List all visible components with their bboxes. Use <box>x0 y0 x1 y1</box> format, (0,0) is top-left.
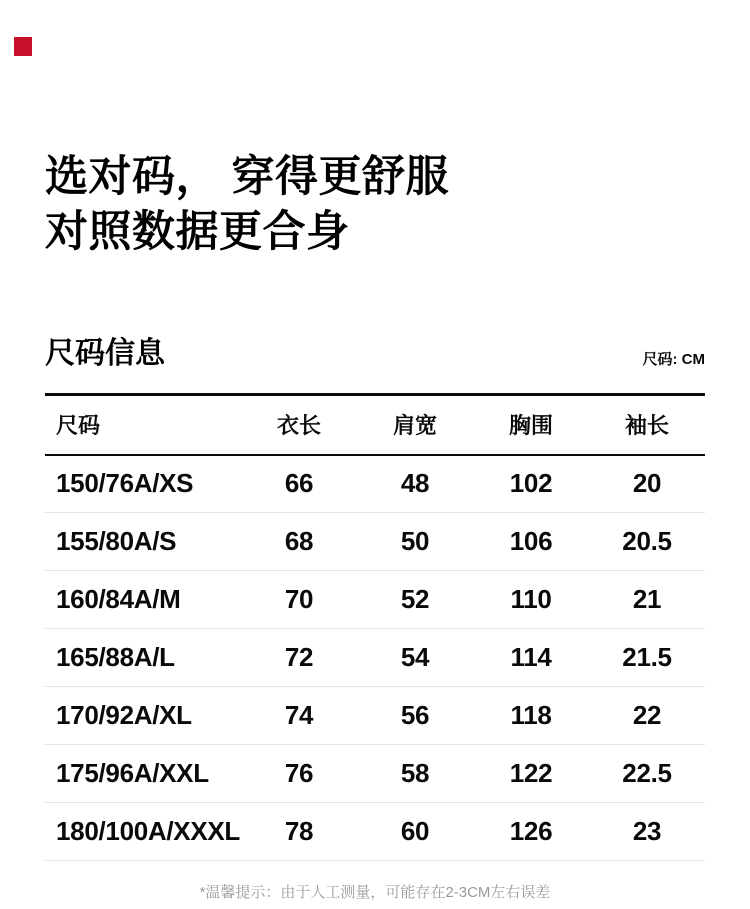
table-row-m <box>45 571 705 629</box>
cell-shoulder-width: 56 <box>400 700 430 730</box>
page-title <box>45 150 705 260</box>
size-table-body <box>45 455 705 861</box>
table-row-xl <box>45 687 705 745</box>
section-title: 尺码信息 <box>45 337 165 370</box>
cell-size: 155/80A/S <box>56 526 177 556</box>
cell-chest: 110 <box>510 584 552 614</box>
cell-garment-length: 70 <box>284 584 314 614</box>
table-row-s <box>45 513 705 571</box>
column-header-shoulder-width: 肩宽 <box>392 413 437 439</box>
cell-size: 170/92A/XL <box>56 700 192 730</box>
cell-sleeve-length: 23 <box>632 816 662 846</box>
cell-chest: 126 <box>509 816 553 846</box>
size-info-header <box>45 336 705 372</box>
cell-sleeve-length: 20.5 <box>622 526 672 556</box>
column-header-chest: 胸围 <box>508 413 553 439</box>
table-row-xxxl <box>45 803 705 861</box>
column-header-size: 尺码 <box>56 413 101 439</box>
cell-garment-length: 72 <box>284 642 314 672</box>
cell-shoulder-width: 50 <box>400 526 430 556</box>
page-title-line-2: 对照数据更合身 <box>45 208 350 256</box>
page-title-line-1: 选对码， 穿得更舒服 <box>45 153 449 201</box>
cell-size: 180/100A/XXXL <box>56 816 240 846</box>
cell-garment-length: 74 <box>284 700 314 730</box>
cell-shoulder-width: 58 <box>400 758 430 788</box>
cell-garment-length: 68 <box>284 526 314 556</box>
table-row-xs <box>45 455 705 513</box>
cell-chest: 118 <box>510 700 552 730</box>
cell-shoulder-width: 60 <box>400 816 430 846</box>
cell-sleeve-length: 22.5 <box>622 758 672 788</box>
brand-logo-mark <box>14 37 32 56</box>
unit-label: 尺码: CM <box>642 351 705 368</box>
cell-garment-length: 66 <box>284 468 314 499</box>
table-row-xxl <box>45 745 705 803</box>
cell-size: 165/88A/L <box>56 642 175 672</box>
cell-size: 160/84A/M <box>56 584 181 614</box>
cell-garment-length: 76 <box>284 758 314 788</box>
column-header-garment-length: 衣长 <box>276 413 321 439</box>
disclaimer-note: *温馨提示：由于人工测量，可能存在2-3CM左右误差 <box>199 884 551 901</box>
cell-chest: 102 <box>509 468 553 499</box>
cell-chest: 106 <box>509 526 553 556</box>
cell-sleeve-length: 22 <box>632 700 662 730</box>
cell-sleeve-length: 21.5 <box>622 642 672 672</box>
cell-size: 175/96A/XXL <box>56 758 209 788</box>
cell-size: 150/76A/XS <box>56 468 194 499</box>
cell-chest: 114 <box>510 642 552 672</box>
cell-chest: 122 <box>509 758 553 788</box>
cell-shoulder-width: 52 <box>400 584 430 614</box>
size-table <box>45 393 705 861</box>
column-header-sleeve-length: 袖长 <box>624 413 669 439</box>
cell-sleeve-length: 21 <box>632 584 662 614</box>
cell-shoulder-width: 48 <box>400 468 430 499</box>
cell-garment-length: 78 <box>284 816 314 846</box>
table-header-row <box>45 395 705 455</box>
cell-shoulder-width: 54 <box>400 642 430 672</box>
table-row-l <box>45 629 705 687</box>
cell-sleeve-length: 20 <box>632 468 662 499</box>
